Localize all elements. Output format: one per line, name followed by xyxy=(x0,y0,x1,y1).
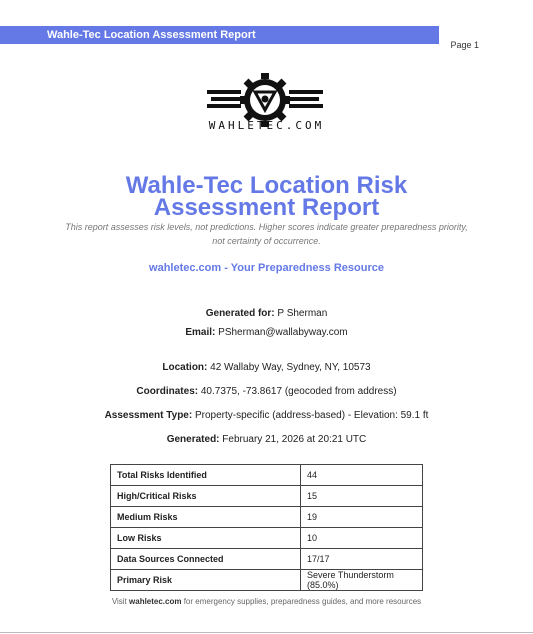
email-value: PSherman@wallabyway.com xyxy=(218,327,348,338)
report-title-line2: Assessment Report xyxy=(153,194,380,221)
report-title xyxy=(0,172,533,221)
generated-line xyxy=(0,434,533,445)
report-tagline: wahletec.com - Your Preparedness Resource xyxy=(149,262,384,274)
footer-site-link[interactable]: wahletec.com xyxy=(129,597,182,606)
summary-label: Low Risks xyxy=(111,528,301,549)
location-value: 42 Wallaby Way, Sydney, NY, 10573 xyxy=(210,362,371,373)
report-header-bar xyxy=(0,26,439,44)
footer-suffix: for emergency supplies, preparedness guides, and more resources xyxy=(181,597,422,606)
page-number: Page 1 xyxy=(450,40,479,50)
header-title: Wahle-Tec Location Assessment Report xyxy=(47,29,256,41)
assessment-type-value: Property-specific (address-based) - Elevation: 59.1 ft xyxy=(194,410,429,421)
summary-label: Medium Risks xyxy=(111,507,301,528)
table-row xyxy=(111,528,423,549)
email-label: Email: xyxy=(185,327,216,338)
table-row xyxy=(111,570,423,591)
footer-prefix: Visit xyxy=(111,597,130,606)
assessment-type-label: Assessment Type: xyxy=(104,410,193,421)
table-row xyxy=(111,507,423,528)
generated-for-line xyxy=(0,308,533,319)
location-line xyxy=(0,362,533,373)
risk-summary-table xyxy=(110,464,423,591)
summary-label: High/Critical Risks xyxy=(111,486,301,507)
generated-for-value: P Sherman xyxy=(277,308,328,319)
summary-label: Data Sources Connected xyxy=(111,549,301,570)
page-divider xyxy=(0,632,533,633)
table-row xyxy=(111,486,423,507)
summary-value: 10 xyxy=(301,528,423,549)
assessment-type-line xyxy=(0,410,533,421)
table-row xyxy=(111,465,423,486)
summary-value: Severe Thunderstorm (85.0%) xyxy=(301,570,423,591)
email-line xyxy=(0,327,533,338)
coordinates-value: 40.7375, -73.8617 (geocoded from address) xyxy=(200,386,397,397)
footer-note xyxy=(0,597,533,606)
summary-label: Total Risks Identified xyxy=(111,465,301,486)
generated-for-label: Generated for: xyxy=(205,308,275,319)
location-label: Location: xyxy=(162,362,208,373)
summary-value: 15 xyxy=(301,486,423,507)
table-row xyxy=(111,549,423,570)
summary-label: Primary Risk xyxy=(111,570,301,591)
report-disclaimer: This report assesses risk levels, not predictions. Higher scores indicate greater preparedness priority, not certainty of occurrence. xyxy=(65,222,468,246)
generated-value: February 21, 2026 at 20:21 UTC xyxy=(222,434,367,445)
generated-label: Generated: xyxy=(166,434,220,445)
summary-value: 44 xyxy=(301,465,423,486)
logo-wordmark: WAHLETEC.COM xyxy=(208,119,325,132)
coordinates-line xyxy=(0,386,533,397)
coordinates-label: Coordinates: xyxy=(136,386,199,397)
summary-value: 19 xyxy=(301,507,423,528)
summary-value: 17/17 xyxy=(301,549,423,570)
report-title-line1: Wahle-Tec Location Risk xyxy=(125,172,408,199)
